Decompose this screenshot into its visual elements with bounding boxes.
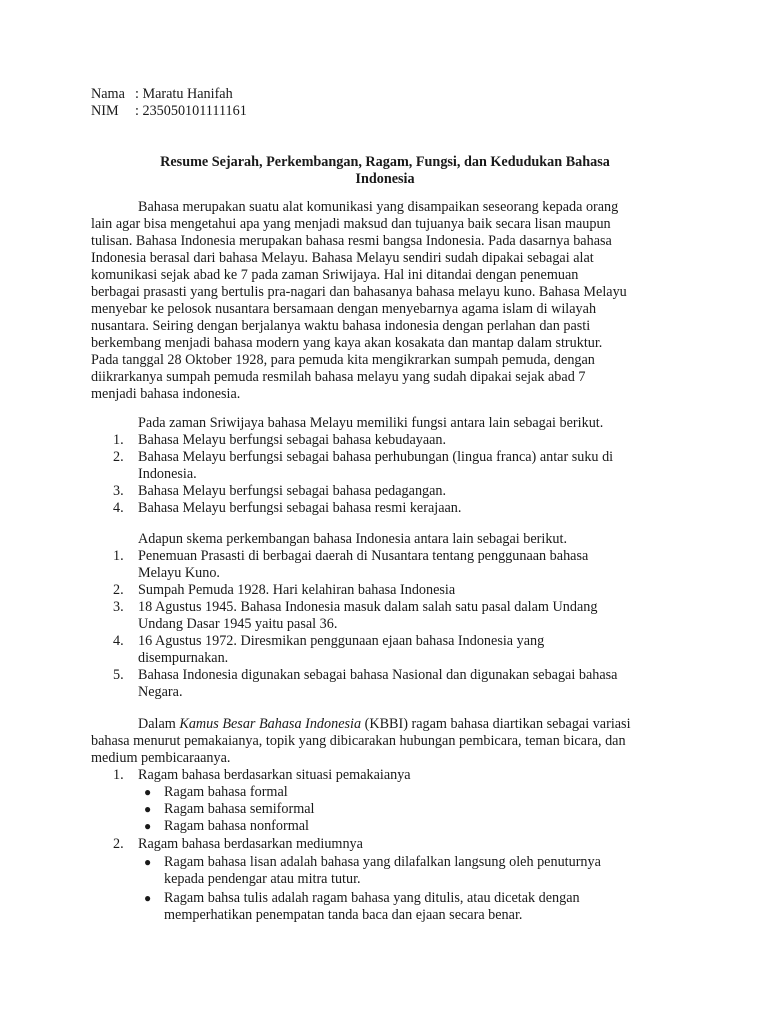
para1-line: menyebar ke pelosok nusantara bersamaan dengan menyebarnya agama islam di wilayah	[91, 301, 597, 317]
list-item-text: Ragam bahasa berdasarkan situasi pemakaianya	[138, 767, 411, 783]
functions-intro: Pada zaman Sriwijaya bahasa Melayu memiliki fungsi antara lain sebagai berikut.	[138, 415, 604, 431]
list-number: 2.	[113, 836, 124, 852]
list-item-text: Melayu Kuno.	[138, 565, 220, 581]
list-item-text: Undang Dasar 1945 yaitu pasal 36.	[138, 616, 338, 632]
list-number: 3.	[113, 483, 124, 499]
document-title-line2: Indonesia	[355, 171, 415, 187]
list-item-text: Bahasa Melayu berfungsi sebagai bahasa resmi kerajaan.	[138, 500, 462, 516]
list-item-text: Negara.	[138, 684, 183, 700]
list-number: 1.	[113, 767, 124, 783]
para1-line: menjadi bahasa indonesia.	[91, 386, 241, 402]
list-number: 4.	[113, 500, 124, 516]
variety-intro	[138, 716, 631, 733]
para1-line: nusantara. Seiring dengan berjalanya waktu bahasa indonesia dengan perlahan dan pasti	[91, 318, 591, 334]
variety-intro-post: (KBBI) ragam bahasa diartikan sebagai variasi	[361, 716, 631, 732]
bullet-icon: ●	[144, 785, 152, 799]
para1-line: komunikasi sejak abad ke 7 pada zaman Sriwijaya. Hal ini ditandai dengan penemuan	[91, 267, 579, 283]
para1-line: lain agar bisa mengetahui apa yang menjadi maksud dan tujuanya baik secara lisan maupun	[91, 216, 611, 232]
bullet-icon: ●	[144, 855, 152, 869]
list-item-text: 18 Agustus 1945. Bahasa Indonesia masuk dalam salah satu pasal dalam Undang	[138, 599, 598, 615]
name-label: Nama	[91, 86, 125, 102]
list-item-text: 16 Agustus 1972. Diresmikan penggunaan ejaan bahasa Indonesia yang	[138, 633, 545, 649]
document-title-line1: Resume Sejarah, Perkembangan, Ragam, Fungsi, dan Kedudukan Bahasa	[160, 154, 610, 170]
list-number: 4.	[113, 633, 124, 649]
bullet-icon: ●	[144, 891, 152, 905]
list-number: 3.	[113, 599, 124, 615]
bullet-icon: ●	[144, 819, 152, 833]
bullet-item-text: memperhatikan penempatan tanda baca dan ejaan secara benar.	[164, 907, 523, 923]
list-item-text: Bahasa Melayu berfungsi sebagai bahasa pedagangan.	[138, 483, 447, 499]
name-value: : Maratu Hanifah	[135, 86, 233, 102]
kbbi-title: Kamus Besar Bahasa Indonesia	[179, 716, 362, 732]
list-number: 5.	[113, 667, 124, 683]
nim-label: NIM	[91, 103, 119, 119]
nim-value: : 235050101111161	[135, 103, 247, 119]
list-item-text: Bahasa Indonesia digunakan sebagai bahasa Nasional dan digunakan sebagai bahasa	[138, 667, 618, 683]
list-item-text: disempurnakan.	[138, 650, 229, 666]
para1-line: Bahasa merupakan suatu alat komunikasi yang disampaikan seseorang kepada orang	[138, 199, 619, 215]
list-number: 1.	[113, 432, 124, 448]
list-item-text: Ragam bahasa berdasarkan mediumnya	[138, 836, 363, 852]
bullet-item-text: Ragam bahasa semiformal	[164, 801, 315, 817]
list-item-text: Bahasa Melayu berfungsi sebagai bahasa perhubungan (lingua franca) antar suku di	[138, 449, 614, 465]
bullet-item-text: kepada pendengar atau mitra tutur.	[164, 871, 361, 887]
para1-line: diikrarkanya sumpah pemuda resmilah bahasa melayu yang sudah dipakai sejak abad 7	[91, 369, 586, 385]
para1-line: tulisan. Bahasa Indonesia merupakan bahasa resmi bangsa Indonesia. Pada dasarnya bahasa	[91, 233, 612, 249]
variety-intro-line2: bahasa menurut pemakaianya, topik yang dibicarakan hubungan pembicara, teman bicara, dan	[91, 733, 626, 749]
variety-intro-pre: Dalam	[138, 716, 180, 732]
para1-line: Indonesia berasal dari bahasa Melayu. Bahasa Melayu sendiri sudah dipakai sebagai alat	[91, 250, 594, 266]
list-item-text: Penemuan Prasasti di berbagai daerah di Nusantara tentang penggunaan bahasa	[138, 548, 589, 564]
para1-line: berkembang menjadi bahasa modern yang kaya akan kosakata dan mantap dalam struktur.	[91, 335, 603, 351]
development-intro: Adapun skema perkembangan bahasa Indonesia antara lain sebagai berikut.	[138, 531, 568, 547]
list-number: 2.	[113, 582, 124, 598]
para1-line: berbagai prasasti yang bertulis pra-nagari dan bahasanya bahasa melayu kuno. Bahasa Melayu	[91, 284, 627, 300]
bullet-item-text: Ragam bahsa tulis adalah ragam bahasa yang ditulis, atau dicetak dengan	[164, 890, 580, 906]
bullet-item-text: Ragam bahasa lisan adalah bahasa yang dilafalkan langsung oleh penuturnya	[164, 854, 601, 870]
list-item-text: Bahasa Melayu berfungsi sebagai bahasa kebudayaan.	[138, 432, 447, 448]
list-item-text: Sumpah Pemuda 1928. Hari kelahiran bahasa Indonesia	[138, 582, 456, 598]
bullet-icon: ●	[144, 802, 152, 816]
para1-line: Pada tanggal 28 Oktober 1928, para pemuda kita mengikrarkan sumpah pemuda, dengan	[91, 352, 595, 368]
list-number: 2.	[113, 449, 124, 465]
bullet-item-text: Ragam bahasa nonformal	[164, 818, 309, 834]
bullet-item-text: Ragam bahasa formal	[164, 784, 288, 800]
list-number: 1.	[113, 548, 124, 564]
list-item-text: Indonesia.	[138, 466, 197, 482]
variety-intro-line3: medium pembicaraanya.	[91, 750, 231, 766]
